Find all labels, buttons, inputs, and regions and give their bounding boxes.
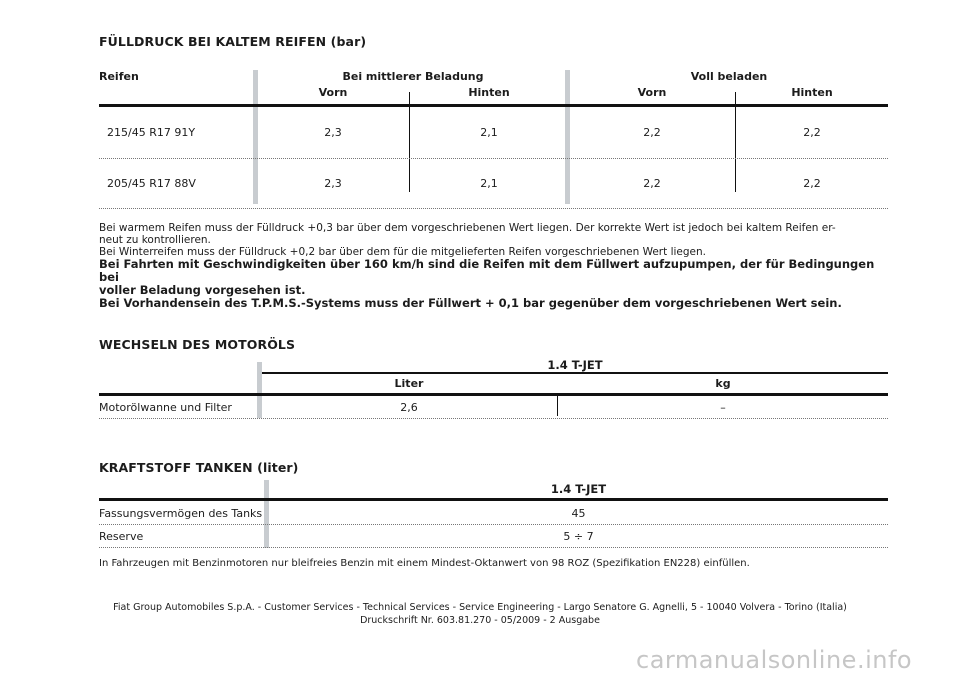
fuel-row-1-value: 45: [571, 507, 586, 520]
fuel-engine-label: 1.4 T-JET: [550, 482, 607, 496]
tyre-row-2-full-front: 2,2: [643, 177, 661, 190]
oil-bottom-rule: [99, 418, 888, 419]
oil-row-label: Motorölwanne und Filter: [99, 401, 232, 414]
tyre-row-1-full-rear: 2,2: [803, 126, 821, 139]
tyre-row-2-medium-rear: 2,1: [480, 177, 498, 190]
oil-engine-label: 1.4 T-JET: [547, 358, 603, 372]
pressure-title-text: FÜLLDRUCK BEI KALTEM REIFEN: [99, 34, 327, 49]
header-medium-load: Bei mittlerer Beladung: [342, 70, 484, 83]
tyre-table-bottom-rule: [99, 208, 888, 209]
oil-top-rule: [262, 372, 888, 374]
watermark-logo: carmanualsonline.info: [636, 646, 913, 674]
tyre-row-1-medium-rear: 2,1: [480, 126, 498, 139]
pressure-notes: [99, 222, 894, 310]
fuel-note: In Fahrzeugen mit Benzinmotoren nur bleifreies Benzin mit einem Mindest-Oktanwert von 98 ROZ (Spezifikation EN228) einfüllen.: [99, 558, 750, 569]
fuel-title-unit: (liter): [257, 460, 299, 475]
oil-title: WECHSELN DES MOTORÖLS: [99, 337, 296, 352]
oil-liter-value: 2,6: [400, 401, 418, 414]
header-full-front: Vorn: [637, 86, 667, 99]
header-tyres: Reifen: [99, 70, 139, 83]
fuel-title-text: KRAFTSTOFF TANKEN: [99, 460, 253, 475]
header-medium-rear: Hinten: [468, 86, 510, 99]
oil-col-liter: Liter: [394, 377, 424, 390]
fuel-row-separator: [99, 524, 888, 525]
fuel-row-2-label: Reserve: [99, 530, 144, 543]
note-high-speed: Bei Fahrten mit Geschwindigkeiten über 160 km/h sind die Reifen mit dem Füllwert aufzupumpen, der für Bedingungen bei: [99, 257, 875, 284]
oil-kg-value: –: [720, 401, 726, 414]
tyre-row-2-full-rear: 2,2: [803, 177, 821, 190]
tyre-row-2-size: 205/45 R17 88V: [107, 177, 196, 190]
tyre-row-separator: [99, 158, 888, 159]
fuel-title: [99, 460, 299, 475]
fuel-row-1-label: Fassungsvermögen des Tanks: [99, 507, 263, 520]
tyre-row-1-size: 215/45 R17 91Y: [107, 126, 196, 139]
note-high-speed-cont: voller Beladung vorgesehen ist.: [99, 283, 306, 297]
pressure-header-rule: [99, 104, 888, 107]
fuel-header-rule: [99, 498, 888, 501]
pressure-title-unit: (bar): [330, 34, 367, 49]
oil-col-kg: kg: [715, 377, 731, 390]
header-full-load: Voll beladen: [690, 70, 768, 83]
tyre-row-1-medium-front: 2,3: [324, 126, 342, 139]
fuel-row-2-value: 5 ÷ 7: [563, 530, 594, 543]
note-winter-tyres: Bei Winterreifen muss der Fülldruck +0,2 bar über dem für die mitgelieferten Reifen vorgeschriebenen Wert liegen.: [99, 246, 706, 258]
footer-publisher: Fiat Group Automobiles S.p.A. - Customer Services - Technical Services - Service Engineering - Largo Senatore G. Agnelli, 5 - 10040 Volvera - Torino (Italia): [113, 602, 847, 613]
header-full-rear: Hinten: [791, 86, 833, 99]
oil-header-rule: [99, 393, 888, 396]
note-warm-tyres-cont: neut zu kontrollieren.: [99, 234, 211, 246]
header-medium-front: Vorn: [318, 86, 348, 99]
footer-publication-number: Druckschrift Nr. 603.81.270 - 05/2009 - 2 Ausgabe: [360, 615, 600, 626]
tyre-row-1-full-front: 2,2: [643, 126, 661, 139]
fuel-bottom-rule: [99, 547, 888, 548]
tyre-row-2-medium-front: 2,3: [324, 177, 342, 190]
note-warm-tyres: Bei warmem Reifen muss der Fülldruck +0,3 bar über dem vorgeschriebenen Wert liegen. Der korrekte Wert ist jedoch bei kaltem Reifen er-: [99, 222, 836, 234]
note-tpms: Bei Vorhandensein des T.P.M.S.-Systems muss der Füllwert + 0,1 bar gegenüber dem vorgeschriebenen Wert sein.: [99, 296, 842, 310]
pressure-title: [99, 34, 366, 49]
